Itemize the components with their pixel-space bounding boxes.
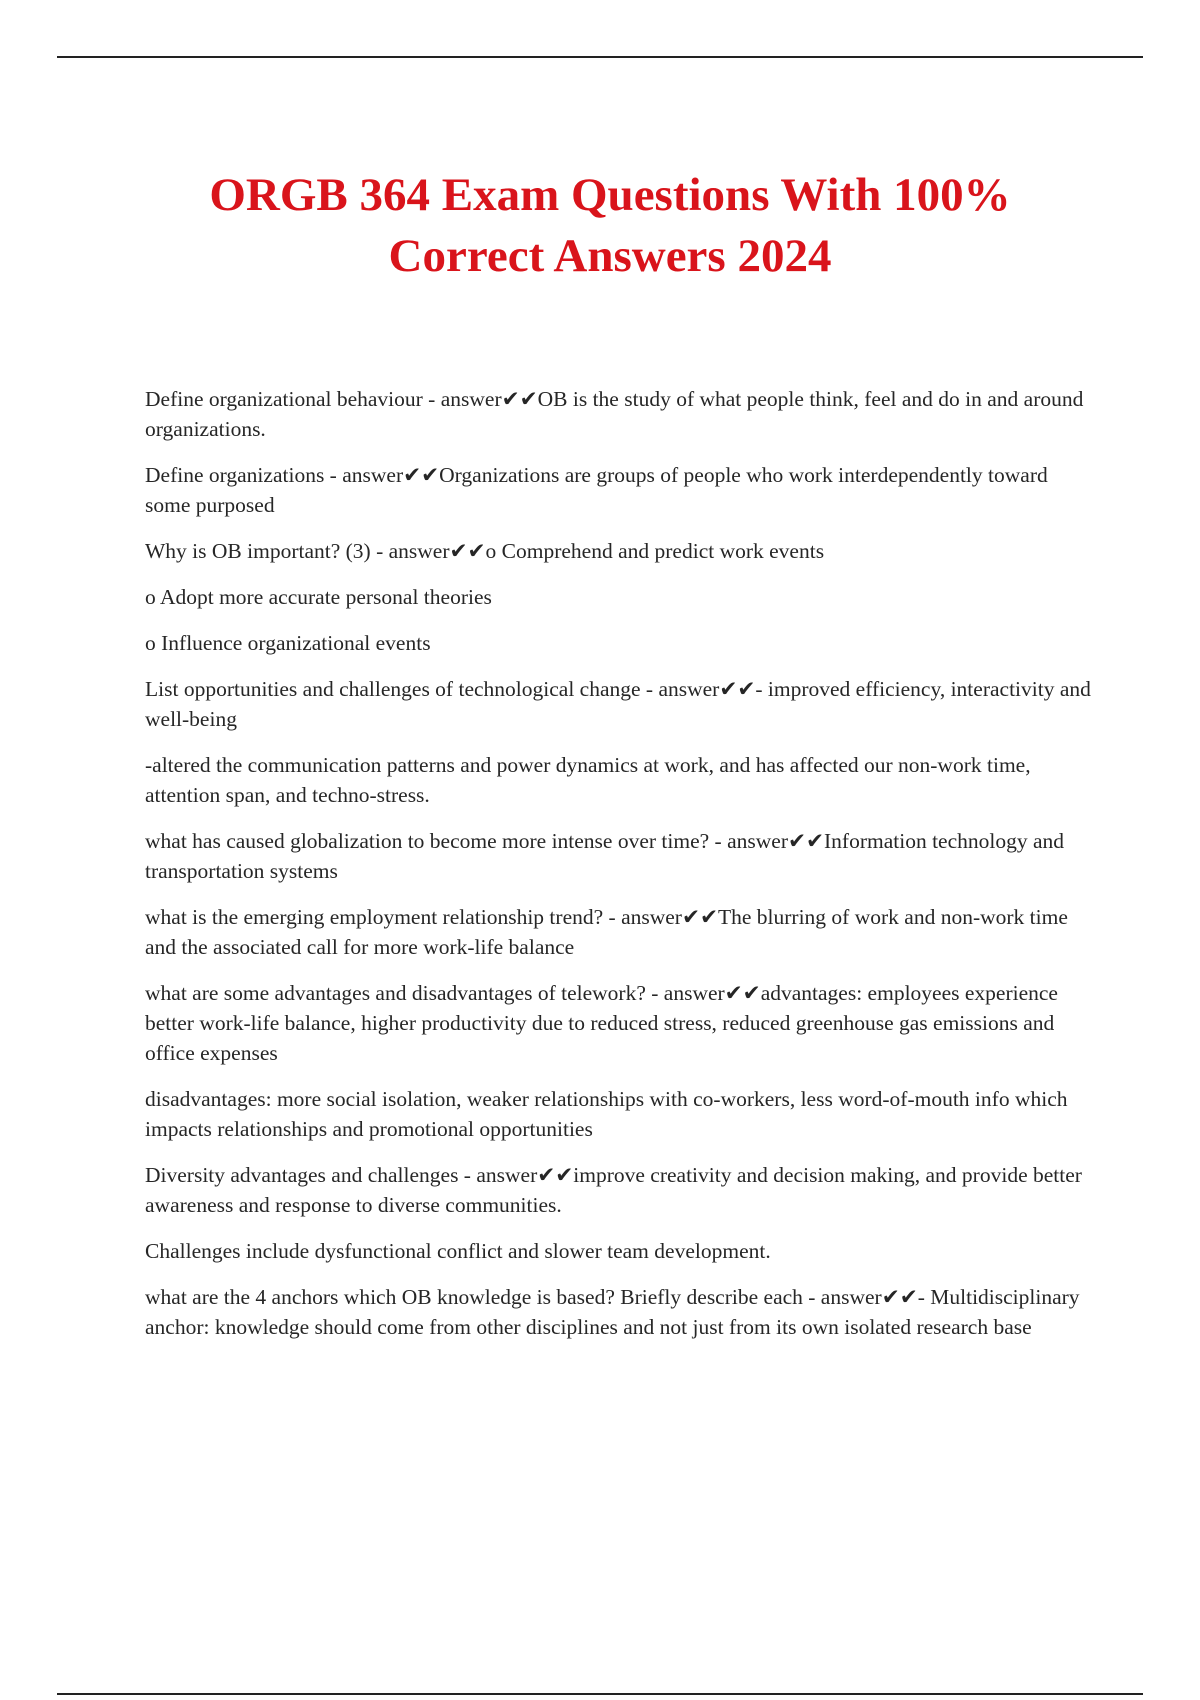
answer-list-item: o Adopt more accurate personal theories (145, 585, 492, 609)
answer-continuation: Challenges include dysfunctional conflict and slower team development. (145, 1239, 771, 1263)
top-divider (57, 56, 1143, 58)
document-title: ORGB 364 Exam Questions With 100% Correct Answers 2024 (209, 169, 1011, 282)
qa-paragraph: Define organizations - answer✔✔Organizations are groups of people who work interdependently toward some purposed (145, 463, 1048, 517)
qa-paragraph: Diversity advantages and challenges - answer✔✔improve creativity and decision making, and provide better awareness and response to diverse communities. (145, 1163, 1082, 1217)
answer-continuation: -altered the communication patterns and power dynamics at work, and has affected our non-work time, attention span, and techno-stress. (145, 753, 1031, 807)
qa-paragraph: Define organizational behaviour - answer✔✔OB is the study of what people think, feel and do in and around organizations. (145, 387, 1084, 441)
qa-paragraph: Why is OB important? (3) - answer✔✔o Comprehend and predict work events (145, 539, 825, 563)
document-body (145, 384, 1095, 1358)
qa-paragraph: what has caused globalization to become more intense over time? - answer✔✔Information technology and transportation systems (145, 829, 1065, 883)
qa-paragraph: what is the emerging employment relationship trend? - answer✔✔The blurring of work and non-work time and the associated call for more work-life balance (145, 905, 1068, 959)
qa-paragraph: List opportunities and challenges of technological change - answer✔✔- improved efficiency, interactivity and well-being (145, 677, 1091, 731)
qa-paragraph: what are the 4 anchors which OB knowledge is based? Briefly describe each - answer✔✔- Multidisciplinary anchor: knowledge should come from other disciplines and not just from its own isolated research base (145, 1285, 1080, 1339)
answer-continuation: disadvantages: more social isolation, weaker relationships with co-workers, less word-of-mouth info which impacts relationships and promotional opportunities (145, 1087, 1068, 1141)
bottom-divider (57, 1693, 1143, 1695)
answer-list-item: o Influence organizational events (145, 631, 431, 655)
qa-paragraph: what are some advantages and disadvantages of telework? - answer✔✔advantages: employees experience better work-life balance, higher productivity due to reduced stress, reduced greenhouse gas emissions and office expenses (145, 981, 1058, 1065)
